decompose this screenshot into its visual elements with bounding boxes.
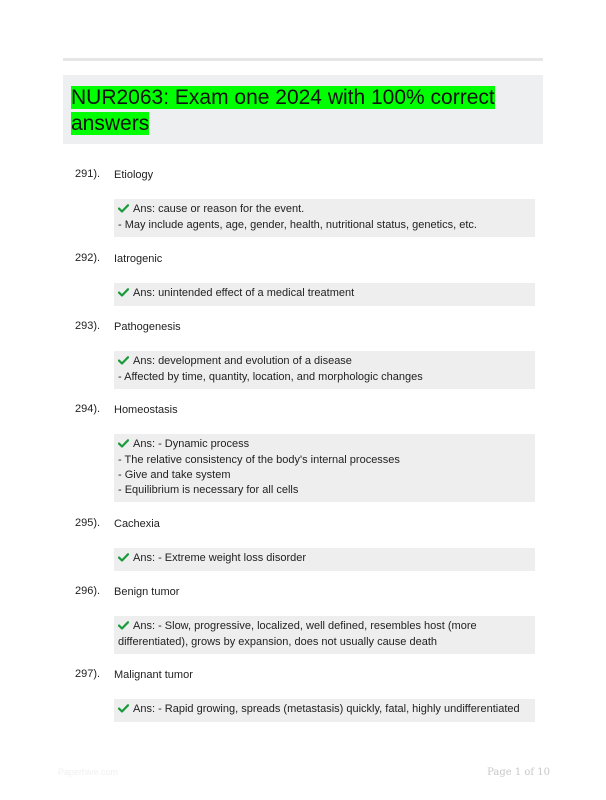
question-item xyxy=(75,585,535,654)
answer-line: Ans: - Extreme weight loss disorder xyxy=(133,552,307,564)
question-item xyxy=(75,168,535,237)
answer-line: Ans: - Dynamic process xyxy=(133,438,250,450)
question-term: Etiology xyxy=(114,169,154,181)
answer-line: Ans: unintended effect of a medical treatment xyxy=(133,287,355,299)
answer-line: Ans: - Slow, progressive, localized, well defined, resembles host (more xyxy=(133,620,477,632)
question-term: Malignant tumor xyxy=(114,669,193,681)
answer-line: - Affected by time, quantity, location, and morphologic changes xyxy=(118,371,423,383)
question-number: 292). xyxy=(75,252,101,264)
answer-box xyxy=(114,616,535,654)
question-number: 295). xyxy=(75,517,101,529)
answer-box xyxy=(114,548,535,571)
checkmark-icon xyxy=(118,620,129,635)
answer-box xyxy=(114,283,535,306)
answer-box xyxy=(114,199,535,237)
question-number: 293). xyxy=(75,320,101,332)
document-title xyxy=(71,85,535,137)
answer-line: Ans: - Rapid growing, spreads (metastasis) quickly, fatal, highly undifferentiated xyxy=(133,703,520,715)
question-item xyxy=(75,668,535,722)
question-term: Pathogenesis xyxy=(114,321,181,333)
answer-line: - May include agents, age, gender, health, nutritional status, genetics, etc. xyxy=(118,219,477,231)
answer-box xyxy=(114,699,535,722)
answer-line: differentiated), grows by expansion, does not usually cause death xyxy=(118,636,437,648)
page-number: Page 1 of 10 xyxy=(487,767,550,778)
question-number: 296). xyxy=(75,585,101,597)
answer-line: Ans: development and evolution of a disease xyxy=(133,355,352,367)
question-item xyxy=(75,517,535,571)
answer-line: - The relative consistency of the body's internal processes xyxy=(118,454,400,466)
question-item xyxy=(75,252,535,306)
question-item xyxy=(75,320,535,389)
title-box xyxy=(63,75,543,144)
checkmark-icon xyxy=(118,703,129,718)
checkmark-icon xyxy=(118,438,129,453)
document-title-text: NUR2063: Exam one 2024 with 100% correct answers xyxy=(71,86,495,135)
footer-site-watermark: Paperhive.com xyxy=(58,767,119,777)
question-term: Cachexia xyxy=(114,518,160,530)
question-number: 291). xyxy=(75,168,101,180)
answer-line: - Equilibrium is necessary for all cells xyxy=(118,484,299,496)
answer-box xyxy=(114,351,535,389)
checkmark-icon xyxy=(118,203,129,218)
answer-line: - Give and take system xyxy=(118,469,231,481)
question-term: Iatrogenic xyxy=(114,253,163,265)
answer-box xyxy=(114,434,535,502)
answer-line: Ans: cause or reason for the event. xyxy=(133,203,305,215)
top-divider xyxy=(63,58,543,61)
question-term: Homeostasis xyxy=(114,404,178,416)
checkmark-icon xyxy=(118,287,129,302)
checkmark-icon xyxy=(118,552,129,567)
question-term: Benign tumor xyxy=(114,586,180,598)
question-number: 294). xyxy=(75,403,101,415)
checkmark-icon xyxy=(118,355,129,370)
question-number: 297). xyxy=(75,668,101,680)
question-item xyxy=(75,403,535,502)
